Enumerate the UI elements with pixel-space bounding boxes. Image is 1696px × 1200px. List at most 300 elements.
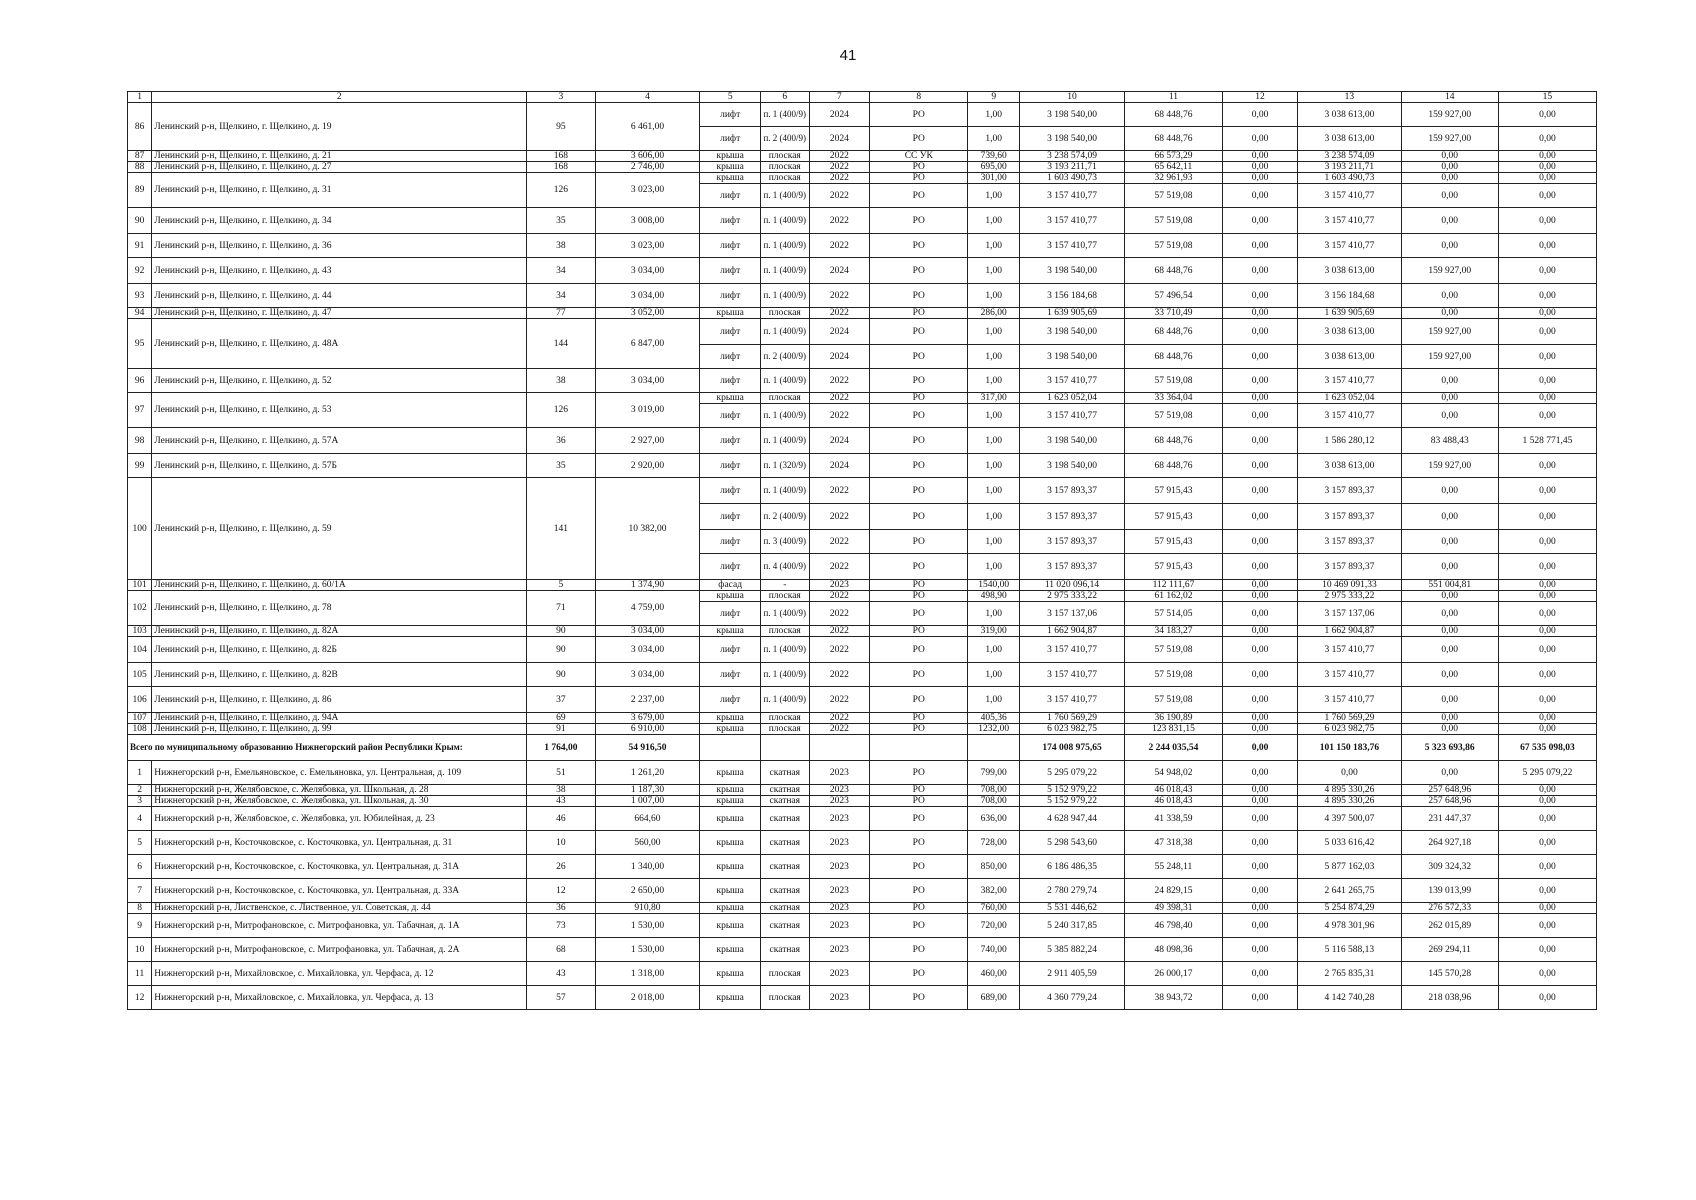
federal-funds-cell: 0,00 [1223, 393, 1298, 404]
address-cell: Ленинский р-н, Щелкино, г. Щелкино, д. 57Б [152, 454, 527, 478]
method-cell: РО [870, 530, 968, 554]
federal-funds-cell: 0,00 [1223, 903, 1298, 914]
federal-funds-cell: 0,00 [1223, 369, 1298, 393]
address-cell: Ленинский р-н, Щелкино, г. Щелкино, д. 78 [152, 591, 527, 626]
federal-funds-cell: 0,00 [1223, 807, 1298, 831]
table-row [128, 831, 1597, 855]
area-cell: 10 382,00 [595, 478, 700, 580]
budget-cell: 159 927,00 [1401, 103, 1498, 127]
work-type-cell: лифт [700, 554, 761, 580]
total-cost-cell: 5 152 979,22 [1020, 785, 1125, 796]
address-cell: Ленинский р-н, Щелкино, г. Щелкино, д. 43 [152, 258, 527, 284]
budget-cell: 145 570,28 [1401, 962, 1498, 986]
year-cell: 2022 [809, 173, 870, 184]
work-detail-cell: п. 3 (400/9) [761, 530, 810, 554]
volume-cell: 760,00 [968, 903, 1020, 914]
work-detail-cell: плоская [761, 724, 810, 735]
area-cell: 1 187,30 [595, 785, 700, 796]
volume-cell: 1,00 [968, 602, 1020, 626]
work-detail-cell: плоская [761, 308, 810, 319]
work-detail-cell: плоская [761, 173, 810, 184]
federal-funds-cell: 0,00 [1223, 127, 1298, 151]
owner-funds-cell: 0,00 [1498, 504, 1596, 530]
fund-cell: 4 895 330,26 [1298, 796, 1402, 807]
total-cost-cell: 3 198 540,00 [1020, 103, 1125, 127]
unit-cost-cell: 57 519,08 [1124, 687, 1222, 713]
total-cost-cell: 3 198 540,00 [1020, 127, 1125, 151]
unit-cost-cell: 57 519,08 [1124, 663, 1222, 687]
owner-funds-cell: 0,00 [1498, 602, 1596, 626]
federal-funds-cell: 0,00 [1223, 986, 1298, 1010]
work-detail-cell: п. 1 (400/9) [761, 663, 810, 687]
year-cell: 2024 [809, 319, 870, 345]
total-cost-cell: 4 360 779,24 [1020, 986, 1125, 1010]
budget-cell: 269 294,11 [1401, 938, 1498, 962]
total-cost-cell: 3 198 540,00 [1020, 428, 1125, 454]
work-detail-cell: скатная [761, 903, 810, 914]
budget-cell: 0,00 [1401, 184, 1498, 208]
budget-cell: 0,00 [1401, 626, 1498, 637]
owner-funds-cell: 0,00 [1498, 879, 1596, 903]
work-type-cell: лифт [700, 478, 761, 504]
work-detail-cell: п. 1 (400/9) [761, 428, 810, 454]
address-cell: Нижнегорский р-н, Лиственское, с. Лиственное, ул. Советская, д. 44 [152, 903, 527, 914]
column-number-header: 3 [527, 92, 595, 103]
volume-cell: 740,00 [968, 938, 1020, 962]
apartments-cell: 57 [527, 986, 595, 1010]
method-cell: РО [870, 855, 968, 879]
year-cell: 2024 [809, 428, 870, 454]
owner-funds-cell: 0,00 [1498, 855, 1596, 879]
federal-funds-cell: 0,00 [1223, 208, 1298, 234]
work-detail-cell: п. 1 (400/9) [761, 184, 810, 208]
work-type-cell: лифт [700, 687, 761, 713]
work-detail-cell: п. 1 (400/9) [761, 687, 810, 713]
row-number-cell: 94 [128, 308, 152, 319]
row-number-cell: 96 [128, 369, 152, 393]
apartments-cell: 95 [527, 103, 595, 151]
volume-cell: 1,00 [968, 234, 1020, 258]
method-cell: РО [870, 478, 968, 504]
volume-cell: 708,00 [968, 785, 1020, 796]
federal-funds-cell: 0,00 [1223, 530, 1298, 554]
fund-cell: 3 157 410,77 [1298, 404, 1402, 428]
apartments-cell: 168 [527, 151, 595, 162]
method-cell: РО [870, 663, 968, 687]
budget-cell: 0,00 [1401, 637, 1498, 663]
year-cell: 2022 [809, 393, 870, 404]
budget-cell: 0,00 [1401, 284, 1498, 308]
row-number-cell: 1 [128, 761, 152, 785]
volume-cell: 1,00 [968, 208, 1020, 234]
year-cell: 2023 [809, 855, 870, 879]
work-type-cell: крыша [700, 308, 761, 319]
budget-cell: 0,00 [1401, 393, 1498, 404]
owner-funds-cell: 0,00 [1498, 284, 1596, 308]
volume-cell: 799,00 [968, 761, 1020, 785]
area-cell: 2 018,00 [595, 986, 700, 1010]
federal-funds-cell: 0,00 [1223, 938, 1298, 962]
area-cell: 2 920,00 [595, 454, 700, 478]
volume-cell: 739,60 [968, 151, 1020, 162]
column-number-header: 11 [1124, 92, 1222, 103]
budget-cell: 0,00 [1401, 713, 1498, 724]
owner-funds-cell: 0,00 [1498, 591, 1596, 602]
row-number-cell: 103 [128, 626, 152, 637]
table-row [128, 428, 1597, 454]
column-number-header: 5 [700, 92, 761, 103]
method-cell: РО [870, 369, 968, 393]
total-cost-cell: 4 628 947,44 [1020, 807, 1125, 831]
total-cost-cell: 5 152 979,22 [1020, 796, 1125, 807]
fund-cell: 3 193 211,71 [1298, 162, 1402, 173]
year-cell: 2022 [809, 591, 870, 602]
work-type-cell: крыша [700, 986, 761, 1010]
table-row [128, 687, 1597, 713]
table-row [128, 393, 1597, 404]
row-number-cell: 98 [128, 428, 152, 454]
unit-cost-cell: 26 000,17 [1124, 962, 1222, 986]
unit-cost-cell: 57 519,08 [1124, 637, 1222, 663]
area-cell: 6 910,00 [595, 724, 700, 735]
volume-cell: 301,00 [968, 173, 1020, 184]
work-type-cell: лифт [700, 345, 761, 369]
year-cell: 2022 [809, 369, 870, 393]
volume-cell: 1540,00 [968, 580, 1020, 591]
year-cell: 2022 [809, 184, 870, 208]
unit-cost-cell: 47 318,38 [1124, 831, 1222, 855]
federal-funds-cell: 0,00 [1223, 724, 1298, 735]
volume-cell: 728,00 [968, 831, 1020, 855]
unit-cost-cell: 57 519,08 [1124, 234, 1222, 258]
unit-cost-cell: 36 190,89 [1124, 713, 1222, 724]
address-cell: Нижнегорский р-н, Косточковское, с. Косточковка, ул. Центральная, д. 33А [152, 879, 527, 903]
column-number-header: 10 [1020, 92, 1125, 103]
total-federal-funds-cell: 0,00 [1223, 735, 1298, 761]
unit-cost-cell: 55 248,11 [1124, 855, 1222, 879]
work-type-cell: крыша [700, 831, 761, 855]
fund-cell: 3 038 613,00 [1298, 345, 1402, 369]
year-cell: 2023 [809, 914, 870, 938]
area-cell: 2 927,00 [595, 428, 700, 454]
work-type-cell: крыша [700, 903, 761, 914]
federal-funds-cell: 0,00 [1223, 284, 1298, 308]
year-cell: 2024 [809, 345, 870, 369]
total-cost-cell: 3 157 137,06 [1020, 602, 1125, 626]
table-row [128, 761, 1597, 785]
federal-funds-cell: 0,00 [1223, 796, 1298, 807]
method-cell: РО [870, 796, 968, 807]
budget-cell: 139 013,99 [1401, 879, 1498, 903]
year-cell: 2024 [809, 127, 870, 151]
year-cell: 2024 [809, 454, 870, 478]
method-cell: РО [870, 103, 968, 127]
work-detail-cell: п. 1 (400/9) [761, 208, 810, 234]
year-cell: 2022 [809, 284, 870, 308]
apartments-cell: 90 [527, 663, 595, 687]
federal-funds-cell: 0,00 [1223, 663, 1298, 687]
work-detail-cell: - [761, 580, 810, 591]
budget-cell: 309 324,32 [1401, 855, 1498, 879]
budget-cell: 0,00 [1401, 369, 1498, 393]
address-cell: Нижнегорский р-н, Желябовское, с. Желябовка, ул. Школьная, д. 28 [152, 785, 527, 796]
total-cost-cell: 3 157 893,37 [1020, 504, 1125, 530]
work-type-cell: лифт [700, 602, 761, 626]
year-cell: 2022 [809, 234, 870, 258]
owner-funds-cell: 0,00 [1498, 369, 1596, 393]
apartments-cell: 71 [527, 591, 595, 626]
method-cell: РО [870, 308, 968, 319]
apartments-cell: 68 [527, 938, 595, 962]
area-cell: 1 007,00 [595, 796, 700, 807]
row-number-cell: 97 [128, 393, 152, 428]
federal-funds-cell: 0,00 [1223, 151, 1298, 162]
row-number-cell: 95 [128, 319, 152, 369]
area-cell: 3 034,00 [595, 369, 700, 393]
total-cost-cell: 5 531 446,62 [1020, 903, 1125, 914]
owner-funds-cell: 0,00 [1498, 962, 1596, 986]
address-cell: Ленинский р-н, Щелкино, г. Щелкино, д. 48А [152, 319, 527, 369]
year-cell: 2023 [809, 796, 870, 807]
owner-funds-cell: 0,00 [1498, 234, 1596, 258]
budget-cell: 159 927,00 [1401, 127, 1498, 151]
federal-funds-cell: 0,00 [1223, 554, 1298, 580]
work-type-cell: крыша [700, 591, 761, 602]
fund-cell: 3 157 410,77 [1298, 208, 1402, 234]
fund-cell: 5 033 616,42 [1298, 831, 1402, 855]
work-type-cell: крыша [700, 807, 761, 831]
fund-cell: 1 639 905,69 [1298, 308, 1402, 319]
owner-funds-cell: 0,00 [1498, 127, 1596, 151]
owner-funds-cell: 0,00 [1498, 687, 1596, 713]
volume-cell: 1,00 [968, 258, 1020, 284]
budget-cell: 159 927,00 [1401, 258, 1498, 284]
row-number-cell: 99 [128, 454, 152, 478]
unit-cost-cell: 112 111,67 [1124, 580, 1222, 591]
total-cost-cell: 5 385 882,24 [1020, 938, 1125, 962]
area-cell: 560,00 [595, 831, 700, 855]
unit-cost-cell: 57 915,43 [1124, 478, 1222, 504]
area-cell: 3 023,00 [595, 173, 700, 208]
method-cell: РО [870, 591, 968, 602]
address-cell: Ленинский р-н, Щелкино, г. Щелкино, д. 27 [152, 162, 527, 173]
unit-cost-cell: 48 098,36 [1124, 938, 1222, 962]
row-number-cell: 5 [128, 831, 152, 855]
work-type-cell: крыша [700, 151, 761, 162]
method-cell: РО [870, 319, 968, 345]
owner-funds-cell: 0,00 [1498, 554, 1596, 580]
work-detail-cell: плоская [761, 591, 810, 602]
total-cost-cell: 3 157 410,77 [1020, 687, 1125, 713]
owner-funds-cell: 0,00 [1498, 530, 1596, 554]
total-cost-cell: 6 023 982,75 [1020, 724, 1125, 735]
budget-cell: 159 927,00 [1401, 345, 1498, 369]
apartments-cell: 35 [527, 208, 595, 234]
table-row [128, 724, 1597, 735]
apartments-cell: 36 [527, 903, 595, 914]
method-cell: РО [870, 554, 968, 580]
row-number-cell: 2 [128, 785, 152, 796]
unit-cost-cell: 24 829,15 [1124, 879, 1222, 903]
column-number-header: 4 [595, 92, 700, 103]
work-detail-cell: п. 1 (400/9) [761, 103, 810, 127]
table-row [128, 591, 1597, 602]
work-type-cell: лифт [700, 103, 761, 127]
budget-cell: 0,00 [1401, 478, 1498, 504]
unit-cost-cell: 57 519,08 [1124, 184, 1222, 208]
fund-cell: 3 038 613,00 [1298, 319, 1402, 345]
table-row [128, 903, 1597, 914]
budget-cell: 262 015,89 [1401, 914, 1498, 938]
year-cell: 2022 [809, 724, 870, 735]
area-cell: 3 034,00 [595, 258, 700, 284]
volume-cell: 1,00 [968, 454, 1020, 478]
fund-cell: 2 641 265,75 [1298, 879, 1402, 903]
method-cell: РО [870, 127, 968, 151]
apartments-cell: 126 [527, 393, 595, 428]
budget-cell: 0,00 [1401, 173, 1498, 184]
work-detail-cell: п. 1 (400/9) [761, 478, 810, 504]
fund-cell: 3 157 410,77 [1298, 184, 1402, 208]
unit-cost-cell: 46 798,40 [1124, 914, 1222, 938]
address-cell: Нижнегорский р-н, Желябовское, с. Желябовка, ул. Школьная, д. 30 [152, 796, 527, 807]
fund-cell: 3 038 613,00 [1298, 454, 1402, 478]
method-cell: РО [870, 393, 968, 404]
work-type-cell: лифт [700, 404, 761, 428]
address-cell: Нижнегорский р-н, Михайловское, с. Михайловка, ул. Черфаса, д. 12 [152, 962, 527, 986]
address-cell: Нижнегорский р-н, Косточковское, с. Косточковка, ул. Центральная, д. 31А [152, 855, 527, 879]
federal-funds-cell: 0,00 [1223, 103, 1298, 127]
unit-cost-cell: 68 448,76 [1124, 454, 1222, 478]
table-row [128, 151, 1597, 162]
owner-funds-cell: 5 295 079,22 [1498, 761, 1596, 785]
work-type-cell: крыша [700, 724, 761, 735]
area-cell: 1 261,20 [595, 761, 700, 785]
year-cell: 2023 [809, 986, 870, 1010]
area-cell: 1 530,00 [595, 938, 700, 962]
volume-cell: 695,00 [968, 162, 1020, 173]
total-cost-cell: 3 157 410,77 [1020, 184, 1125, 208]
total-cost-cell: 1 760 569,29 [1020, 713, 1125, 724]
row-number-cell: 11 [128, 962, 152, 986]
fund-cell: 4 397 500,07 [1298, 807, 1402, 831]
budget-cell: 0,00 [1401, 602, 1498, 626]
work-type-cell: лифт [700, 284, 761, 308]
empty-cell [761, 735, 810, 761]
work-type-cell: лифт [700, 454, 761, 478]
work-type-cell: крыша [700, 855, 761, 879]
area-cell: 6 847,00 [595, 319, 700, 369]
work-type-cell: фасад [700, 580, 761, 591]
fund-cell: 3 038 613,00 [1298, 258, 1402, 284]
table-row [128, 713, 1597, 724]
federal-funds-cell: 0,00 [1223, 761, 1298, 785]
total-cost-cell: 6 186 486,35 [1020, 855, 1125, 879]
row-number-cell: 3 [128, 796, 152, 807]
total-cost-cell: 3 193 211,71 [1020, 162, 1125, 173]
total-cost-cell: 2 975 333,22 [1020, 591, 1125, 602]
owner-funds-cell: 1 528 771,45 [1498, 428, 1596, 454]
total-cost-cell: 5 295 079,22 [1020, 761, 1125, 785]
work-type-cell: крыша [700, 914, 761, 938]
work-detail-cell: п. 1 (400/9) [761, 404, 810, 428]
fund-cell: 4 978 301,96 [1298, 914, 1402, 938]
address-cell: Нижнегорский р-н, Косточковское, с. Косточковка, ул. Центральная, д. 31 [152, 831, 527, 855]
table-row [128, 796, 1597, 807]
fund-cell: 6 023 982,75 [1298, 724, 1402, 735]
column-number-header: 14 [1401, 92, 1498, 103]
work-detail-cell: п. 1 (400/9) [761, 234, 810, 258]
year-cell: 2023 [809, 831, 870, 855]
budget-cell: 0,00 [1401, 687, 1498, 713]
federal-funds-cell: 0,00 [1223, 687, 1298, 713]
year-cell: 2022 [809, 713, 870, 724]
fund-cell: 2 765 835,31 [1298, 962, 1402, 986]
budget-cell: 0,00 [1401, 151, 1498, 162]
volume-cell: 1,00 [968, 663, 1020, 687]
budget-cell: 0,00 [1401, 761, 1498, 785]
work-detail-cell: п. 1 (400/9) [761, 637, 810, 663]
total-area-cell: 54 916,50 [595, 735, 700, 761]
total-unit-cost-cell: 2 244 035,54 [1124, 735, 1222, 761]
unit-cost-cell: 61 162,02 [1124, 591, 1222, 602]
fund-cell: 3 157 410,77 [1298, 687, 1402, 713]
apartments-cell: 38 [527, 369, 595, 393]
table-row [128, 208, 1597, 234]
work-type-cell: крыша [700, 626, 761, 637]
total-cost-cell: 11 020 096,14 [1020, 580, 1125, 591]
column-number-header: 9 [968, 92, 1020, 103]
method-cell: РО [870, 879, 968, 903]
budget-cell: 264 927,18 [1401, 831, 1498, 855]
row-number-cell: 100 [128, 478, 152, 580]
unit-cost-cell: 57 519,08 [1124, 208, 1222, 234]
row-number-cell: 92 [128, 258, 152, 284]
budget-cell: 0,00 [1401, 504, 1498, 530]
method-cell: РО [870, 428, 968, 454]
unit-cost-cell: 57 519,08 [1124, 369, 1222, 393]
table-row [128, 785, 1597, 796]
unit-cost-cell: 33 710,49 [1124, 308, 1222, 319]
method-cell: РО [870, 234, 968, 258]
work-type-cell: крыша [700, 938, 761, 962]
federal-funds-cell: 0,00 [1223, 184, 1298, 208]
work-detail-cell: плоская [761, 162, 810, 173]
owner-funds-cell: 0,00 [1498, 208, 1596, 234]
empty-cell [968, 735, 1020, 761]
row-number-cell: 12 [128, 986, 152, 1010]
work-detail-cell: плоская [761, 962, 810, 986]
work-detail-cell: п. 1 (400/9) [761, 258, 810, 284]
fund-cell: 0,00 [1298, 761, 1402, 785]
column-number-header: 13 [1298, 92, 1402, 103]
fund-cell: 3 157 410,77 [1298, 637, 1402, 663]
table-row [128, 938, 1597, 962]
federal-funds-cell: 0,00 [1223, 345, 1298, 369]
total-cost-cell: 3 198 540,00 [1020, 345, 1125, 369]
address-cell: Нижнегорский р-н, Емельяновское, с. Емельяновка, ул. Центральная, д. 109 [152, 761, 527, 785]
table-row [128, 962, 1597, 986]
apartments-cell: 26 [527, 855, 595, 879]
volume-cell: 1,00 [968, 637, 1020, 663]
year-cell: 2022 [809, 404, 870, 428]
address-cell: Ленинский р-н, Щелкино, г. Щелкино, д. 34 [152, 208, 527, 234]
row-number-cell: 6 [128, 855, 152, 879]
volume-cell: 1232,00 [968, 724, 1020, 735]
federal-funds-cell: 0,00 [1223, 785, 1298, 796]
table-row [128, 580, 1597, 591]
fund-cell: 5 116 588,13 [1298, 938, 1402, 962]
